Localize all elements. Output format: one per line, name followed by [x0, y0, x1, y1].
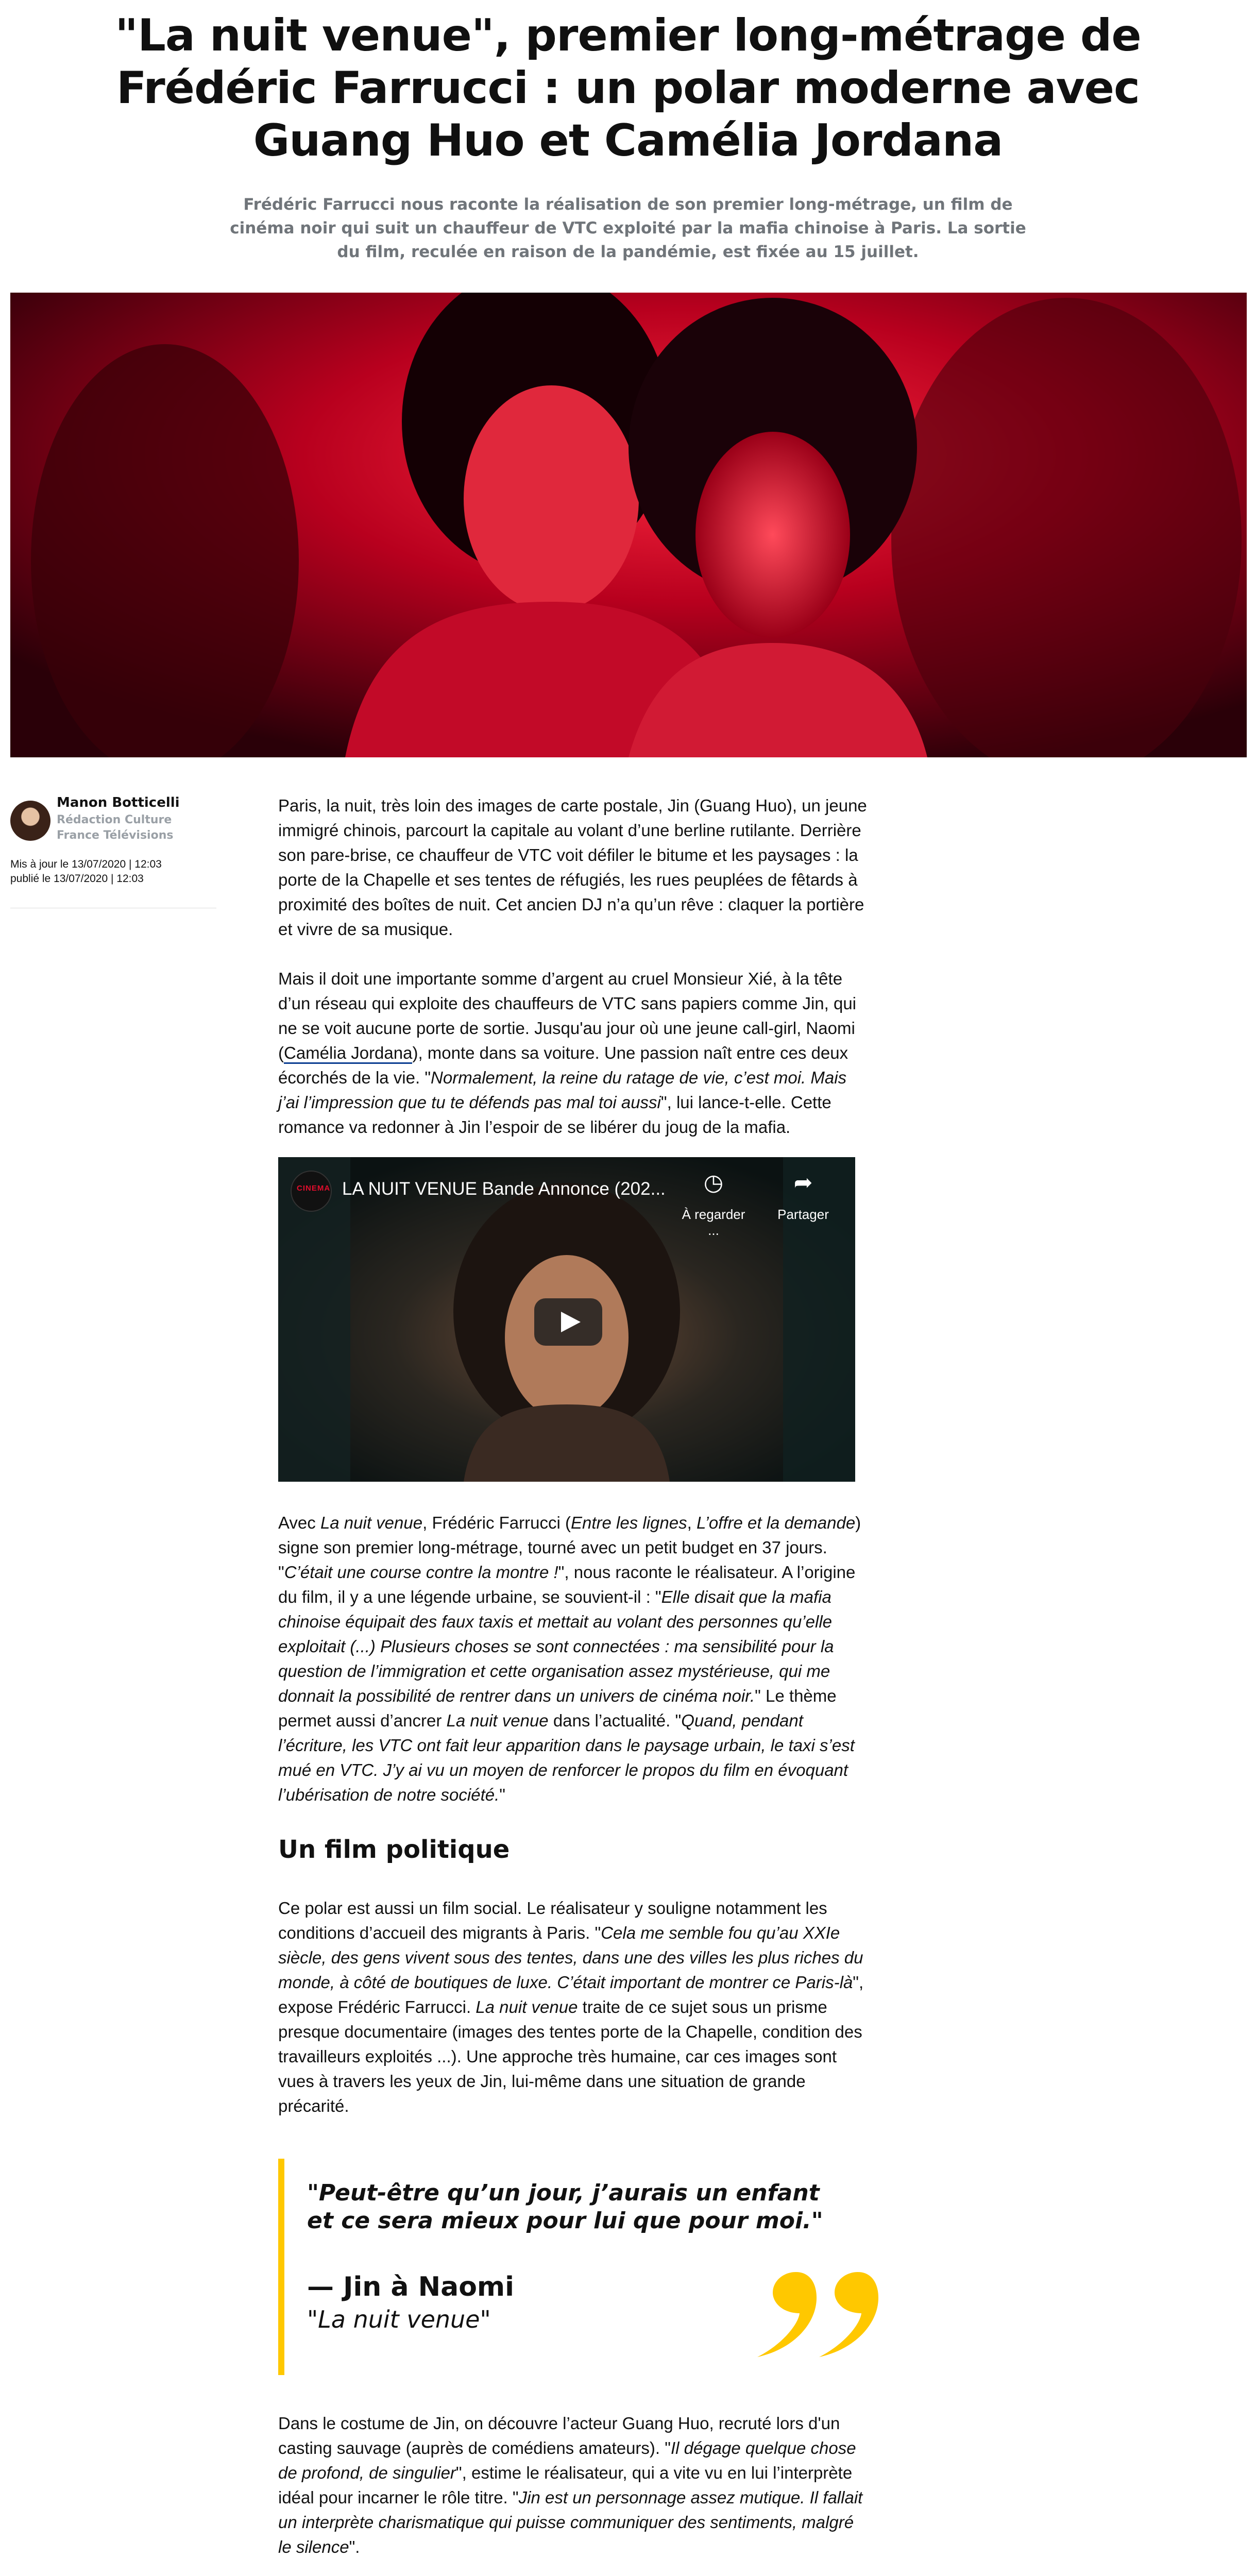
video-player[interactable]	[278, 1157, 855, 1482]
author-org-company: France Télévisions	[57, 829, 174, 842]
share-icon[interactable]: ➦	[793, 1170, 813, 1195]
paragraph: Dans le costume de Jin, on découvre l’acteur Guang Huo, recruté lors d'un casting sauvage (auprès de comédiens amateurs). "Il dégage quelque chose de profond, de singulier", estime le réalisateur, qui a vite vu en lui l’interprète idéal pour incarner le rôle titre. "Jin est un personnage assez mutique. Il fallait un interprète charismatique qui puisse communiquer des sentiments, malgré le silence".	[278, 2414, 863, 2556]
hero-image	[10, 293, 1247, 757]
clock-icon[interactable]: ◷	[703, 1170, 724, 1195]
author-block	[10, 793, 216, 908]
quote-accent-bar	[278, 2159, 284, 2375]
play-button[interactable]	[534, 1298, 602, 1346]
quote-source: "La nuit venue"	[307, 2306, 491, 2333]
article-title: "La nuit venue", premier long-métrage de Frédéric Farrucci : un polar moderne avec Guang Huo et Camélia Jordana	[115, 10, 1141, 166]
quotation-mark-icon	[752, 2272, 881, 2360]
channel-badge-text: CINEMA	[297, 1184, 331, 1193]
author-org: Rédaction Culture	[57, 814, 172, 826]
published-date: publié le 13/07/2020 | 12:03	[10, 873, 144, 885]
link-camelia-jordana[interactable]: Camélia Jordana	[284, 1043, 412, 1064]
share-label[interactable]: Partager	[777, 1207, 829, 1222]
updated-date: Mis à jour le 13/07/2020 | 12:03	[10, 858, 162, 870]
avatar	[10, 801, 50, 841]
paragraph: Ce polar est aussi un film social. Le réalisateur y souligne notamment les conditions d’accueil des migrants à Paris. "Cela me semble fou qu’au XXIe siècle, des gens vivent sous des tentes, dans une des villes les plus riches du monde, à côté de boutiques de luxe. C’était important de montrer ce Paris-là", expose Frédéric Farrucci. La nuit venue traite de ce sujet sous un prisme presque documentaire (images des tentes porte de la Chapelle, condition des travailleurs exploités ...). Une approche très humaine, car ces images sont vues à travers les yeux de Jin, lui-même dans une situation de grande précarité.	[278, 1899, 864, 2115]
paragraph: Avec La nuit venue, Frédéric Farrucci (Entre les lignes, L’offre et la demande) signe son premier long-métrage, tourné avec un petit budget en 37 jours. "C’était une course contre la montre !", nous raconte le réalisateur. A l’origine du film, il y a une légende urbaine, se souvient-il : "Elle disait que la mafia chinoise équipait des faux taxis et mettait au volant des personnes qu’elle exploitait (...) Plusieurs choses se sont connectées : ma sensibilité pour la question de l’immigration et cette organisation assez mystérieuse, qui me donnait la possibilité de rentrer dans un univers de cinéma noir." Le thème permet aussi d’ancrer La nuit venue dans l’actualité. "Quand, pendant l’écriture, les VTC ont fait leur apparition dans le paysage urbain, le taxi s’est mué en VTC. J’y ai vu un moyen de renforcer le propos du film en évoquant l’ubérisation de notre société."	[278, 1513, 861, 1804]
quote-author: — Jin à Naomi	[307, 2272, 514, 2302]
section-heading: Un film politique	[278, 1835, 510, 1864]
channel-logo[interactable]	[291, 1171, 332, 1212]
hero-photo	[10, 293, 1247, 757]
article-subtitle: Frédéric Farrucci nous raconte la réalisation de son premier long-métrage, un film de cinéma noir qui suit un chauffeur de VTC exploité par la mafia chinoise à Paris. La sortie du film, reculée en raison de la pandémie, est fixée au 15 juillet.	[230, 195, 1026, 261]
paragraph: Mais il doit une importante somme d’argent au cruel Monsieur Xié, à la tête d’un réseau qui exploite des chauffeurs de VTC sans papiers comme Jin, qui ne se voit aucune porte de sortie. Jusqu'au jour où une jeune call-girl, Naomi (Camélia Jordana), monte dans sa voiture. Une passion naît entre ces deux écorchés de la vie. "Normalement, la reine du ratage de vie, c’est moi. Mais j’ai l’impression que tu te défends pas mal toi aussi", lui lance-t-elle. Cette romance va redonner à Jin l’espoir de se libérer du joug de la mafia.	[278, 969, 857, 1137]
paragraph: Paris, la nuit, très loin des images de carte postale, Jin (Guang Huo), un jeune immigré chinois, parcourt la capitale au volant d’une berline rutilante. Derrière son pare-brise, ce chauffeur de VTC voit défiler le bitume et les paysages : la porte de la Chapelle et ses tentes de réfugiés, les rues peuplées de fêtards à proximité des boîtes de nuit. Cet ancien DJ n’a qu’un rêve : claquer la portière et vivre de sa musique.	[278, 796, 867, 939]
author-name[interactable]: Manon Botticelli	[57, 795, 180, 810]
pull-quote	[278, 2159, 871, 2375]
video-title[interactable]: LA NUIT VENUE Bande Annonce (202...	[342, 1179, 666, 1199]
quote-text: "Peut-être qu’un jour, j’aurais un enfant et ce sera mieux pour lui que pour moi."	[307, 2180, 823, 2234]
watch-later-label[interactable]: À regarder ...	[682, 1207, 745, 1238]
publication-dates	[10, 857, 162, 886]
